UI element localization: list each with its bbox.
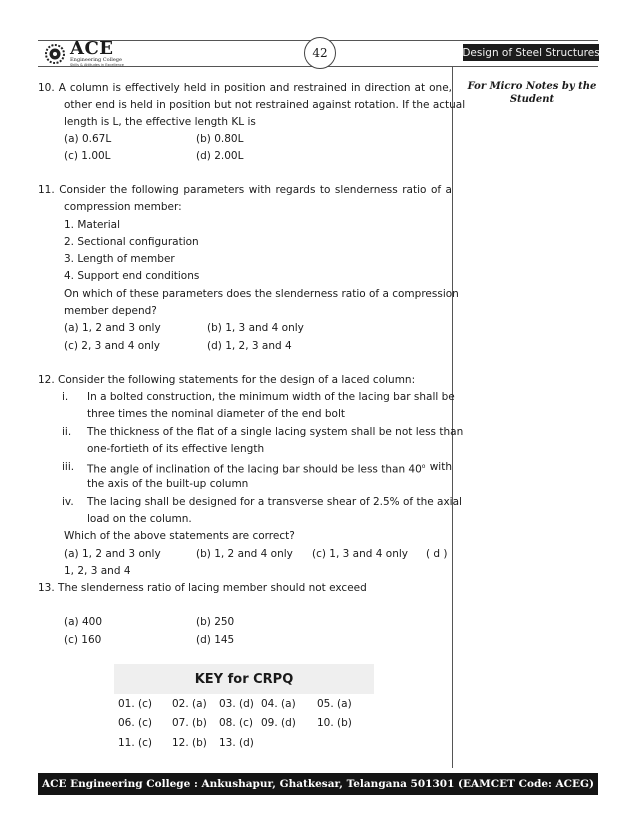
q12-stmt-iii-main: The angle of inclination of the lacing bar should be less than 40	[87, 463, 422, 476]
q10-line-2: other end is held in position but not restrained against rotation. If the actual	[64, 99, 466, 111]
q10-line-3: length is L, the effective length KL is	[64, 116, 256, 128]
q12-option-b: (b) 1, 2 and 4 only	[196, 548, 293, 560]
footer-address-bar: ACE Engineering College : Ankushapur, Ghatkesar, Telangana 501301 (EAMCET Code: ACEG)	[38, 773, 598, 795]
key-cell: 09. (d)	[261, 717, 296, 729]
q12-option-d: 1, 2, 3 and 4	[64, 565, 131, 577]
q12-answer: ( d )	[426, 548, 448, 560]
logo-name: ACE	[70, 38, 114, 59]
q12-option-c: (c) 1, 3 and 4 only	[312, 548, 408, 560]
q12-stmt-iii-line-1	[87, 460, 452, 477]
q12-option-a: (a) 1, 2 and 3 only	[64, 548, 161, 560]
q12-stmt-iv-line-1: The lacing shall be designed for a transverse shear of 2.5% of the axial	[87, 496, 462, 508]
key-cell: 02. (a)	[172, 698, 207, 710]
q12-stmt-ii-num: ii.	[62, 426, 72, 438]
q13-option-c: (c) 160	[64, 634, 102, 646]
key-cell: 04. (a)	[261, 698, 296, 710]
q12-stmt-i-num: i.	[62, 391, 69, 403]
key-cell: 12. (b)	[172, 737, 207, 749]
logo-subtitle: Engineering College	[70, 57, 122, 63]
q11-option-d: (d) 1, 2, 3 and 4	[207, 340, 292, 352]
subject-title: Design of Steel Structures	[463, 44, 599, 61]
q11-option-c: (c) 2, 3 and 4 only	[64, 340, 160, 352]
logo-tagline: Skills & Attitudes in Excellence	[70, 63, 124, 67]
key-cell: 05. (a)	[317, 698, 352, 710]
q12-stmt-i-line-2: three times the nominal diameter of the end bolt	[87, 408, 345, 420]
q12-line-1: 12. Consider the following statements for the design of a laced column:	[38, 374, 416, 386]
key-cell: 08. (c)	[219, 717, 254, 729]
q12-stmt-iii-line-2: the axis of the built-up column	[87, 478, 249, 490]
q10-line-1: 10. A column is effectively held in position and restrained in direction at one,	[38, 82, 452, 94]
q11-line-3: On which of these parameters does the slenderness ratio of a compression	[64, 288, 459, 300]
key-cell: 10. (b)	[317, 717, 352, 729]
q12-stmt-i-line-1: In a bolted construction, the minimum width of the lacing bar shall be	[87, 391, 455, 403]
q10-option-c: (c) 1.00L	[64, 150, 111, 162]
micro-notes-label: For Micro Notes by the Student	[467, 81, 597, 105]
page-number: 42	[304, 37, 336, 69]
q12-stmt-iii-text	[87, 460, 425, 477]
q13-option-d: (d) 145	[196, 634, 235, 646]
q11-line-1: 11. Consider the following parameters with regards to slenderness ratio of a	[38, 184, 452, 196]
key-cell: 11. (c)	[118, 737, 153, 749]
q12-question: Which of the above statements are correct?	[64, 530, 295, 542]
q11-option-a: (a) 1, 2 and 3 only	[64, 322, 161, 334]
q11-option-b: (b) 1, 3 and 4 only	[207, 322, 304, 334]
q12-stmt-iii-num: iii.	[62, 461, 75, 473]
q12-stmt-iv-num: iv.	[62, 496, 74, 508]
q11-line-2: compression member:	[64, 201, 182, 213]
q11-param-2: 2. Sectional configuration	[64, 236, 199, 248]
q12-stmt-iii-tail: with	[429, 461, 452, 473]
q12-stmt-iv-line-2: load on the column.	[87, 513, 192, 525]
degree-mark: o	[421, 463, 426, 470]
key-cell: 03. (d)	[219, 698, 254, 710]
q10-option-b: (b) 0.80L	[196, 133, 244, 145]
q13-option-a: (a) 400	[64, 616, 103, 628]
q10-option-a: (a) 0.67L	[64, 133, 112, 145]
key-title: KEY for CRPQ	[194, 671, 294, 687]
q12-stmt-ii-line-1: The thickness of the flat of a single lacing system shall be not less than	[87, 426, 464, 438]
key-cell: 01. (c)	[118, 698, 153, 710]
key-cell: 13. (d)	[219, 737, 254, 749]
q13-line-1: 13. The slenderness ratio of lacing member should not exceed	[38, 582, 367, 594]
q13-option-b: (b) 250	[196, 616, 235, 628]
q11-param-1: 1. Material	[64, 219, 121, 231]
q11-param-4: 4. Support end conditions	[64, 270, 200, 282]
margin-divider	[452, 66, 453, 768]
q11-line-4: member depend?	[64, 305, 157, 317]
q12-stmt-ii-line-2: one-fortieth of its effective length	[87, 443, 265, 455]
key-cell: 06. (c)	[118, 717, 153, 729]
college-logo	[44, 38, 124, 67]
q10-option-d: (d) 2.00L	[196, 150, 244, 162]
key-cell: 07. (b)	[172, 717, 207, 729]
gear-emblem-icon	[44, 43, 66, 65]
q11-param-3: 3. Length of member	[64, 253, 175, 265]
